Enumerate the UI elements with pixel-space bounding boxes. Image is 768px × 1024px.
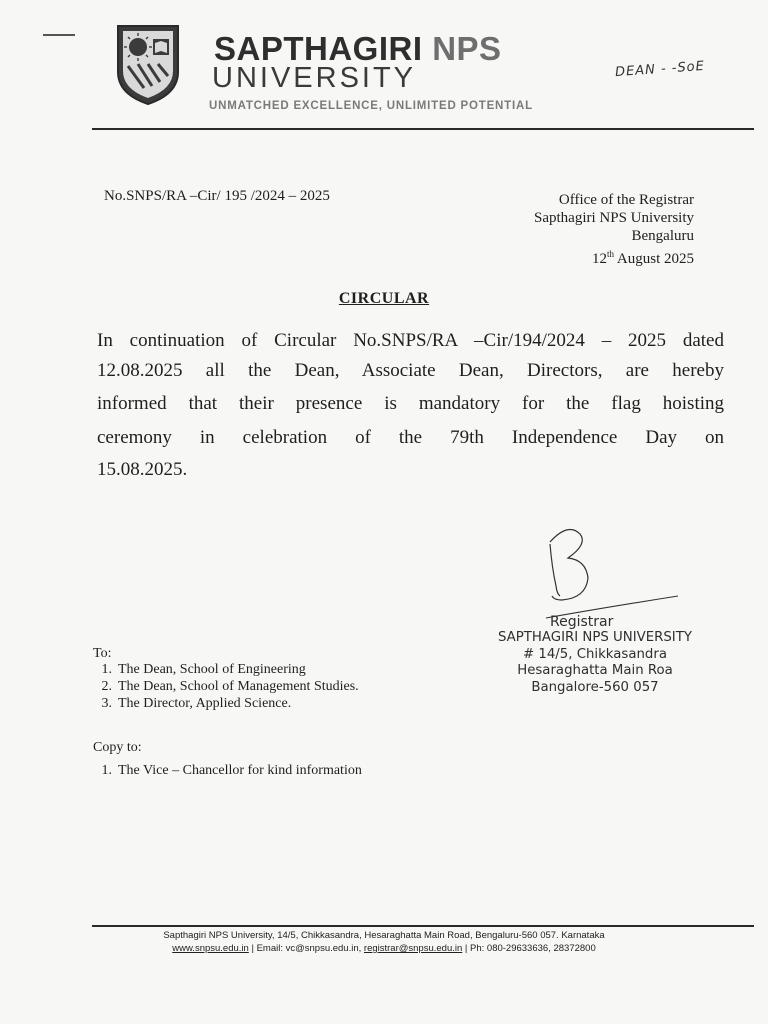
circular-line: In continuation of Circular No.SNPS/RA –Cir/194/2024 – 2025 dated (97, 330, 724, 351)
list-item (88, 678, 359, 695)
brand-nps: NPS (432, 30, 502, 67)
stamp-line: Bangalore-560 057 (531, 679, 659, 695)
website-link[interactable]: www.snpsu.edu.in (172, 943, 249, 954)
copy-to-list (88, 762, 362, 779)
footer-separator: | Email: vc@snpsu.edu.in, (248, 943, 364, 954)
stray-mark (43, 34, 75, 36)
handwritten-note: DEAN - -SoE (614, 58, 706, 81)
list-text: The Dean, School of Management Studies. (118, 679, 359, 694)
stamp-block (470, 630, 720, 696)
footer-contacts (0, 942, 768, 955)
signatory-title: Registrar (550, 614, 614, 630)
list-number: 2. (101, 679, 112, 694)
tagline: UNMATCHED EXCELLENCE, UNLIMITED POTENTIAL (209, 100, 533, 112)
office-block (470, 191, 694, 268)
header-divider (92, 128, 754, 130)
circular-line: informed that their presence is mandatory for the flag hoisting (97, 393, 724, 414)
list-number: 3. (101, 696, 112, 711)
stamp-line: SAPTHAGIRI NPS UNIVERSITY (498, 630, 692, 645)
circular-line: ceremony in celebration of the 79th Independence Day on (97, 427, 724, 448)
list-item (88, 695, 359, 712)
circular-heading: CIRCULAR (338, 290, 430, 307)
to-label: To: (93, 646, 112, 661)
date-line (470, 245, 694, 268)
list-text: The Vice – Chancellor for kind information (118, 763, 362, 778)
university-name (214, 32, 502, 65)
copy-to-label: Copy to: (93, 740, 142, 755)
date-suffix: th (606, 249, 614, 259)
office-line: Bengaluru (631, 228, 694, 244)
office-line: Office of the Registrar (558, 192, 694, 208)
university-subtitle: UNIVERSITY (212, 62, 417, 94)
date-day: 12 (591, 251, 607, 267)
footer-address: Sapthagiri NPS University, 14/5, Chikkasandra, Hesaraghatta Main Road, Bengaluru-560 057. Karnataka (163, 930, 605, 941)
reference-number: No.SNPS/RA –Cir/ 195 /2024 – 2025 (104, 188, 330, 204)
university-logo-icon (114, 22, 182, 106)
footer-phone: | Ph: 080-29633636, 28372800 (462, 943, 596, 954)
list-text: The Director, Applied Science. (118, 696, 292, 711)
circular-line: 12.08.2025 all the Dean, Associate Dean, Directors, are hereby (97, 360, 724, 381)
list-number: 1. (101, 763, 112, 778)
registrar-email-link[interactable]: registrar@snpsu.edu.in (363, 943, 463, 954)
date-rest: August 2025 (613, 251, 694, 267)
list-number: 1. (101, 662, 112, 677)
list-item (88, 661, 359, 678)
recipient-list (88, 661, 359, 712)
footer-divider (92, 925, 754, 927)
stamp-line: # 14/5, Chikkasandra (523, 646, 667, 662)
list-item (88, 762, 362, 779)
list-text: The Dean, School of Engineering (118, 662, 306, 677)
stamp-line: Hesaraghatta Main Roa (517, 663, 673, 678)
brand-name: SAPTHAGIRI (214, 30, 423, 67)
circular-line: 15.08.2025. (97, 459, 188, 480)
office-line: Sapthagiri NPS University (534, 210, 694, 226)
